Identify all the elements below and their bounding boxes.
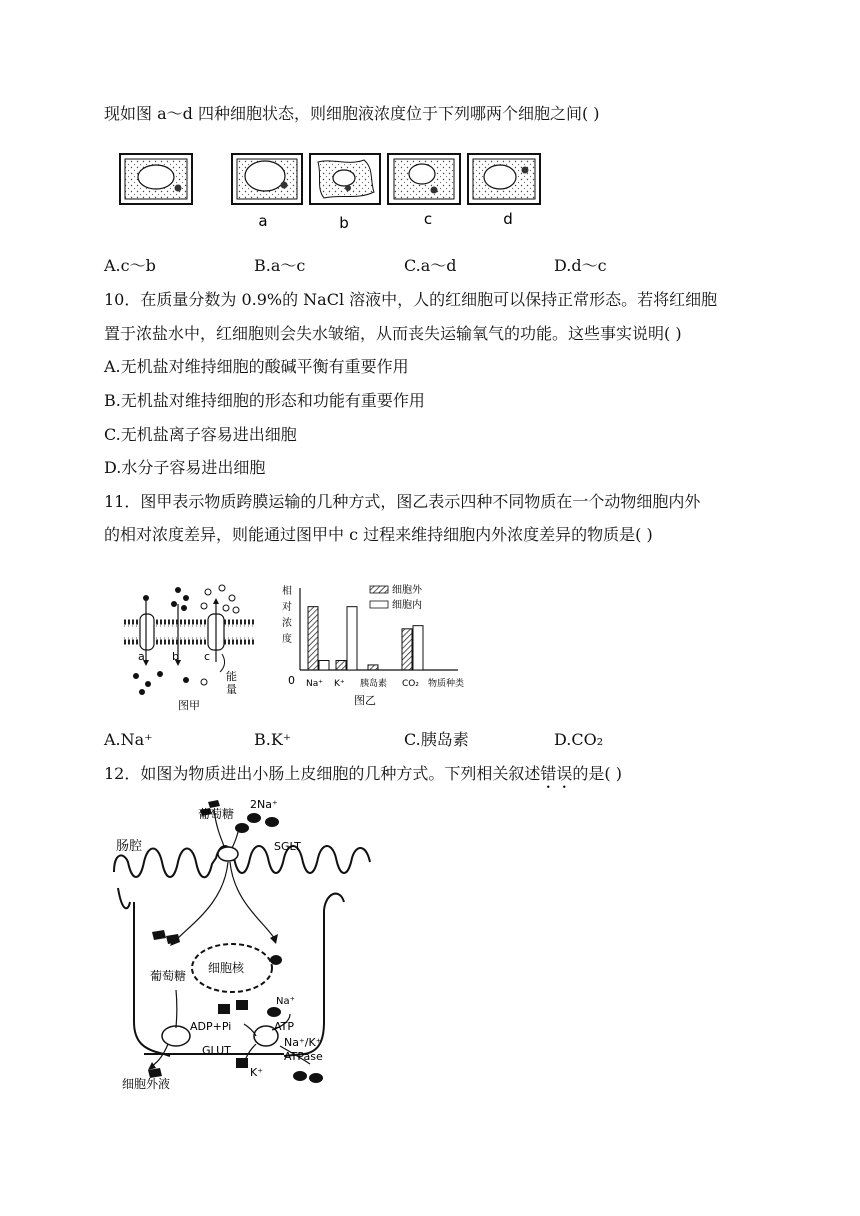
legend-inside: 细胞内	[392, 600, 422, 611]
cell-b	[310, 154, 380, 204]
label-sglt: SGLT	[274, 840, 301, 853]
fig-jia-membrane	[122, 580, 256, 714]
q10-stem-line2: 置于浓盐水中，红细胞则会失水皱缩，从而丧失运输氧气的功能。这些事实说明( )	[104, 324, 682, 343]
bar-2-0	[368, 665, 378, 670]
label-2na: 2Na⁺	[250, 798, 278, 811]
label-glucose-in: 葡萄糖	[150, 969, 187, 983]
fig-yi-caption: 图乙	[354, 694, 376, 707]
bar-3-1	[413, 626, 423, 670]
q11-option-b[interactable]: B.K⁺	[254, 730, 292, 749]
bar-1-0	[336, 661, 346, 671]
fig-jia-caption: 图甲	[178, 699, 200, 712]
bar-0-0	[308, 607, 318, 670]
label-atpase-1: Na⁺/K⁺	[284, 1036, 322, 1049]
channel-protein-a	[140, 614, 154, 650]
legend-outside: 细胞外	[392, 585, 422, 596]
q10-option-d[interactable]: D.水分子容易进出细胞	[104, 458, 266, 477]
label-nucleus: 细胞核	[208, 961, 245, 975]
label-k: K⁺	[250, 1066, 264, 1079]
energy-label-1: 能	[226, 670, 237, 683]
q11-option-d[interactable]: D.CO₂	[554, 730, 604, 749]
cell-c	[388, 154, 460, 204]
q9-option-b[interactable]: B.a～c	[254, 256, 306, 275]
q11-option-a[interactable]: A.Na⁺	[104, 730, 153, 749]
label-c: c	[204, 650, 211, 663]
q12-stem	[104, 764, 622, 792]
cell-a	[232, 154, 302, 204]
q12-stem-prefix: 12．如图为物质进出小肠上皮细胞的几种方式。下列相关叙述	[104, 764, 541, 783]
label-atp: ATP	[274, 1020, 295, 1033]
sglt-carrier	[218, 847, 238, 861]
microvilli-membrane	[114, 846, 370, 877]
q9-option-d[interactable]: D.d～c	[554, 256, 607, 275]
fig-yi-chart	[278, 580, 488, 708]
xlabel: 物质种类	[428, 679, 465, 689]
label-b: b	[172, 650, 179, 663]
tick-k: K⁺	[334, 679, 345, 689]
q10-option-c[interactable]: C.无机盐离子容易进出细胞	[104, 425, 297, 444]
label-adp: ADP+Pi	[190, 1020, 232, 1033]
bar-1-1	[347, 607, 357, 670]
tick-insulin: 胰岛素	[360, 679, 388, 689]
q11-option-c[interactable]: C.胰岛素	[404, 730, 469, 749]
ylabel-char-1: 相	[282, 586, 292, 597]
q9-option-c[interactable]: C.a～d	[404, 256, 457, 275]
tick-co2: CO₂	[402, 679, 419, 689]
q10-option-a[interactable]: A.无机盐对维持细胞的酸碱平衡有重要作用	[104, 357, 409, 376]
ylabel-char-2: 对	[282, 602, 292, 613]
q10-option-b[interactable]: B.无机盐对维持细胞的形态和功能有重要作用	[104, 391, 425, 410]
q10-stem-line1: 10．在质量分数为 0.9%的 NaCl 溶液中，人的红细胞可以保持正常形态。若将红细胞	[104, 290, 718, 309]
ylabel-char-4: 度	[282, 634, 292, 645]
bar-0-1	[319, 661, 329, 671]
q11-stem-line1: 11．图甲表示物质跨膜运输的几种方式，图乙表示四种不同物质在一个动物细胞内外	[104, 492, 701, 511]
bar-3-0	[402, 629, 412, 670]
label-c: c	[423, 210, 433, 228]
ylabel-char-3: 浓	[282, 618, 292, 629]
q9-option-a[interactable]: A.c～b	[104, 256, 156, 275]
q12-cell-figure	[104, 792, 394, 1098]
cell-d	[468, 154, 540, 204]
label-a: a	[258, 212, 268, 230]
label-atpase-2: ATPase	[284, 1050, 323, 1063]
label-glucose-top: 葡萄糖	[198, 807, 235, 821]
label-lumen: 肠腔	[116, 839, 143, 854]
glut-carrier	[162, 1026, 190, 1046]
label-ecf: 细胞外液	[122, 1077, 171, 1091]
q9-stem: 现如图 a～d 四种细胞状态，则细胞液浓度位于下列哪两个细胞之间( )	[104, 104, 600, 123]
legend-swatch-inside	[370, 601, 388, 608]
q12-stem-emphasis: 错误	[540, 764, 573, 783]
tick-na: Na⁺	[306, 679, 323, 689]
label-glut: GLUT	[202, 1044, 231, 1057]
label-d: d	[503, 210, 513, 228]
reference-cell	[120, 154, 192, 204]
q11-stem-line2: 的相对浓度差异，则能通过图甲中 c 过程来维持细胞内外浓度差异的物质是( )	[104, 525, 653, 544]
origin-label: 0	[288, 674, 295, 687]
label-b: b	[339, 214, 349, 232]
legend-swatch-outside	[370, 586, 388, 593]
q12-stem-suffix: 的是( )	[572, 764, 622, 783]
energy-label-2: 量	[226, 683, 237, 696]
label-a: a	[138, 650, 145, 663]
q9-cell-figure	[118, 148, 558, 236]
label-na-in: Na⁺	[276, 996, 295, 1007]
